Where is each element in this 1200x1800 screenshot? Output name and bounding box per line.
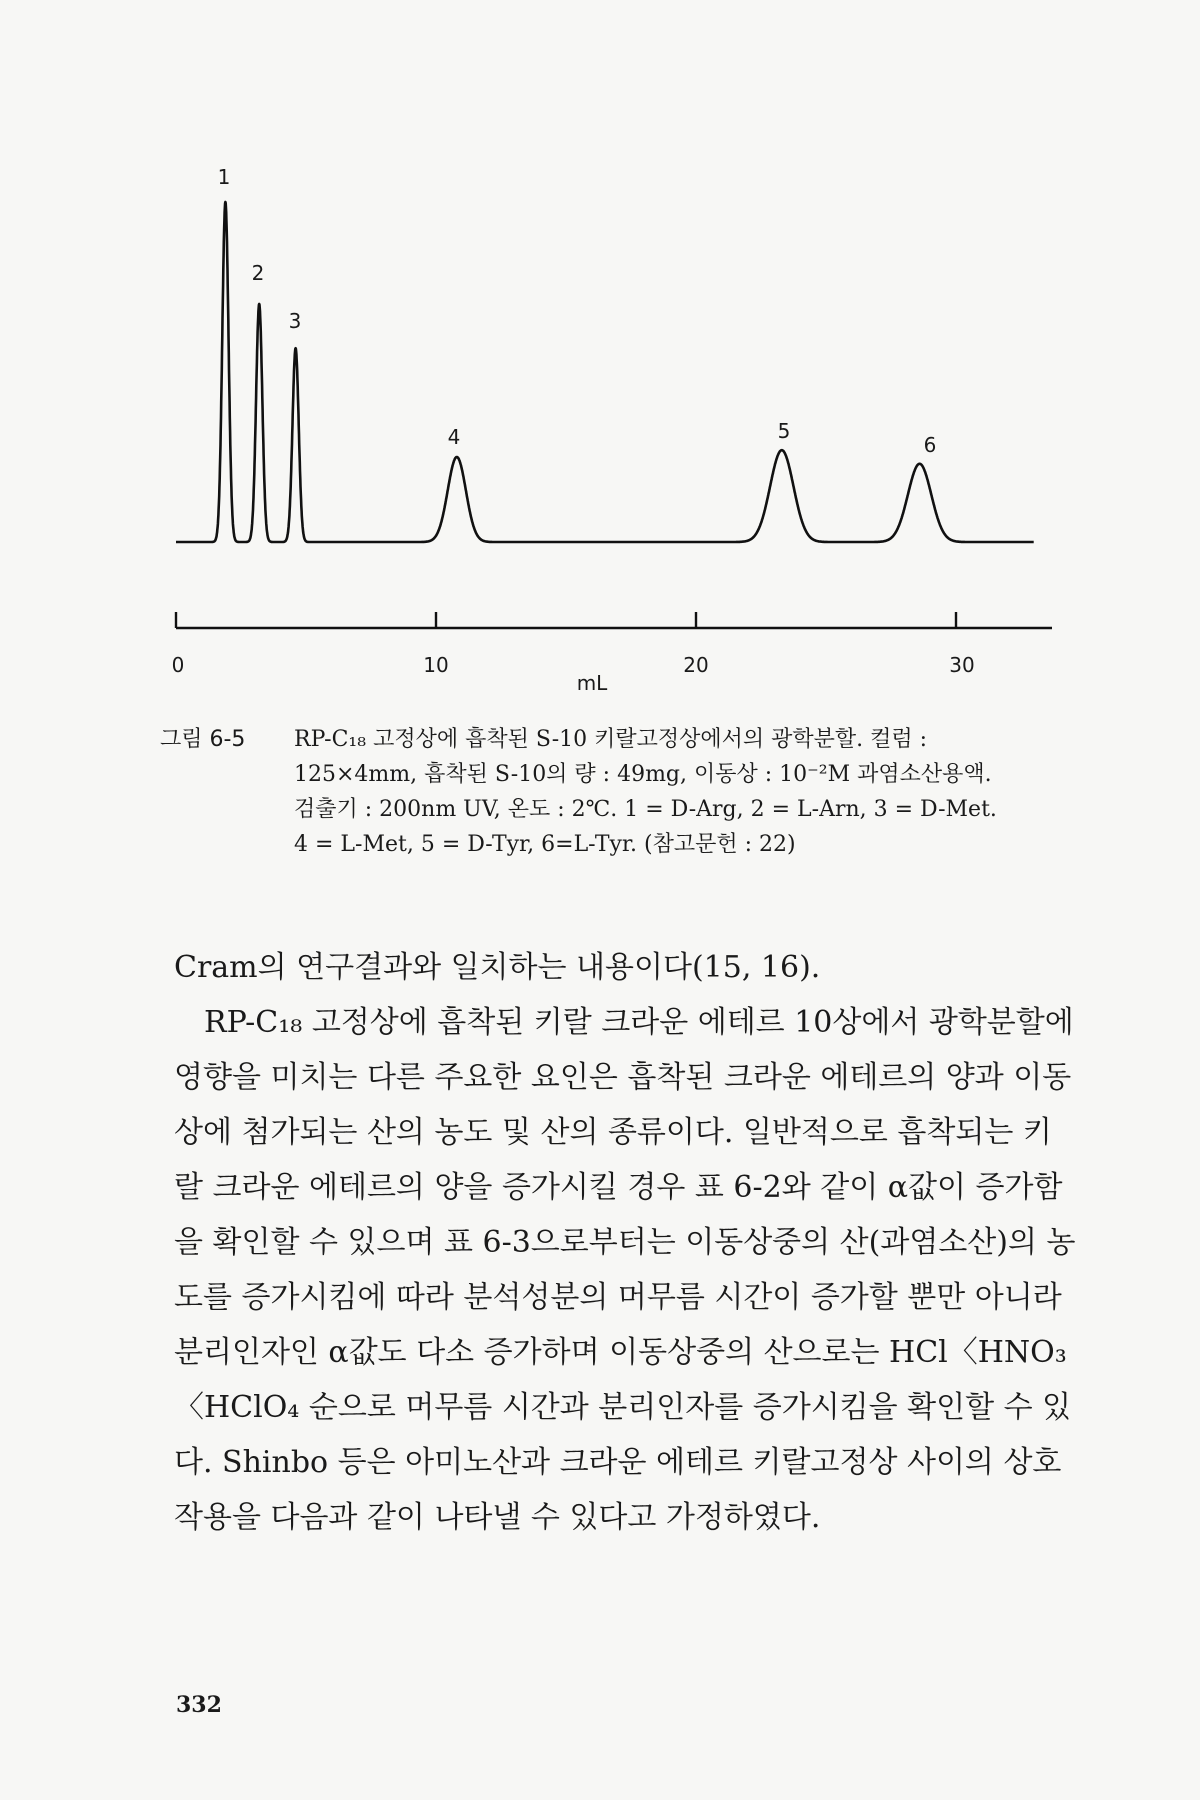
body-paragraphs xyxy=(174,940,1074,1545)
caption-text xyxy=(294,722,1080,862)
page-number: 332 xyxy=(176,1692,222,1718)
chromatogram-trace xyxy=(176,202,1034,542)
caption-line: 검출기 : 200nm UV, 온도 : 2℃. 1 = D-Arg, 2 = L-Arn, 3 = D-Met. xyxy=(294,797,997,822)
body-line: 을 확인할 수 있으며 표 6-3으로부터는 이동상중의 산(과염소산)의 농 xyxy=(174,1225,1076,1260)
body-line: 〈HClO₄ 순으로 머무름 시간과 분리인자를 증가시킴을 확인할 수 있 xyxy=(174,1390,1072,1425)
body-line: 분리인자인 α값도 다소 증가하며 이동상중의 산으로는 HCl〈HNO₃ xyxy=(174,1335,1067,1370)
caption-line: 125×4mm, 흡착된 S-10의 량 : 49mg, 이동상 : 10⁻²M 과염소산용액. xyxy=(294,762,992,787)
caption-line: RP-C₁₈ 고정상에 흡착된 S-10 키랄고정상에서의 광학분할. 컬럼 : xyxy=(294,727,928,752)
peak-label-5: 5 xyxy=(777,419,791,443)
body-line: 도를 증가시킴에 따라 분석성분의 머무름 시간이 증가할 뿐만 아니라 xyxy=(174,1280,1062,1315)
body-line: Cram의 연구결과와 일치하는 내용이다(15, 16). xyxy=(174,950,821,985)
chromatogram-figure xyxy=(0,0,1200,700)
tick-label-20: 20 xyxy=(683,653,709,677)
tick-label-0: 0 xyxy=(171,653,185,677)
body-line: 영향을 미치는 다른 주요한 요인은 흡착된 크라운 에테르의 양과 이동 xyxy=(174,1060,1072,1095)
peak-label-2: 2 xyxy=(251,261,265,285)
peak-label-3: 3 xyxy=(288,309,302,333)
caption-label: 그림 6-5 xyxy=(160,727,246,752)
x-axis-unit: mL xyxy=(576,671,608,695)
tick-label-30: 30 xyxy=(949,653,975,677)
body-line: RP-C₁₈ 고정상에 흡착된 키랄 크라운 에테르 10상에서 광학분할에 xyxy=(204,1005,1074,1040)
tick-label-10: 10 xyxy=(423,653,449,677)
body-line: 상에 첨가되는 산의 농도 및 산의 종류이다. 일반적으로 흡착되는 키 xyxy=(174,1115,1052,1150)
body-line: 다. Shinbo 등은 아미노산과 크라운 에테르 키랄고정상 사이의 상호 xyxy=(174,1445,1062,1480)
caption-line: 4 = L-Met, 5 = D-Tyr, 6=L-Tyr. (참고문헌 : 22) xyxy=(294,832,796,857)
peak-label-4: 4 xyxy=(447,425,461,449)
figure-caption xyxy=(160,722,1080,862)
body-line: 랄 크라운 에테르의 양을 증가시킬 경우 표 6-2와 같이 α값이 증가함 xyxy=(174,1170,1063,1205)
peak-label-1: 1 xyxy=(217,165,231,189)
peak-label-6: 6 xyxy=(923,433,937,457)
body-line: 작용을 다음과 같이 나타낼 수 있다고 가정하였다. xyxy=(174,1500,821,1535)
